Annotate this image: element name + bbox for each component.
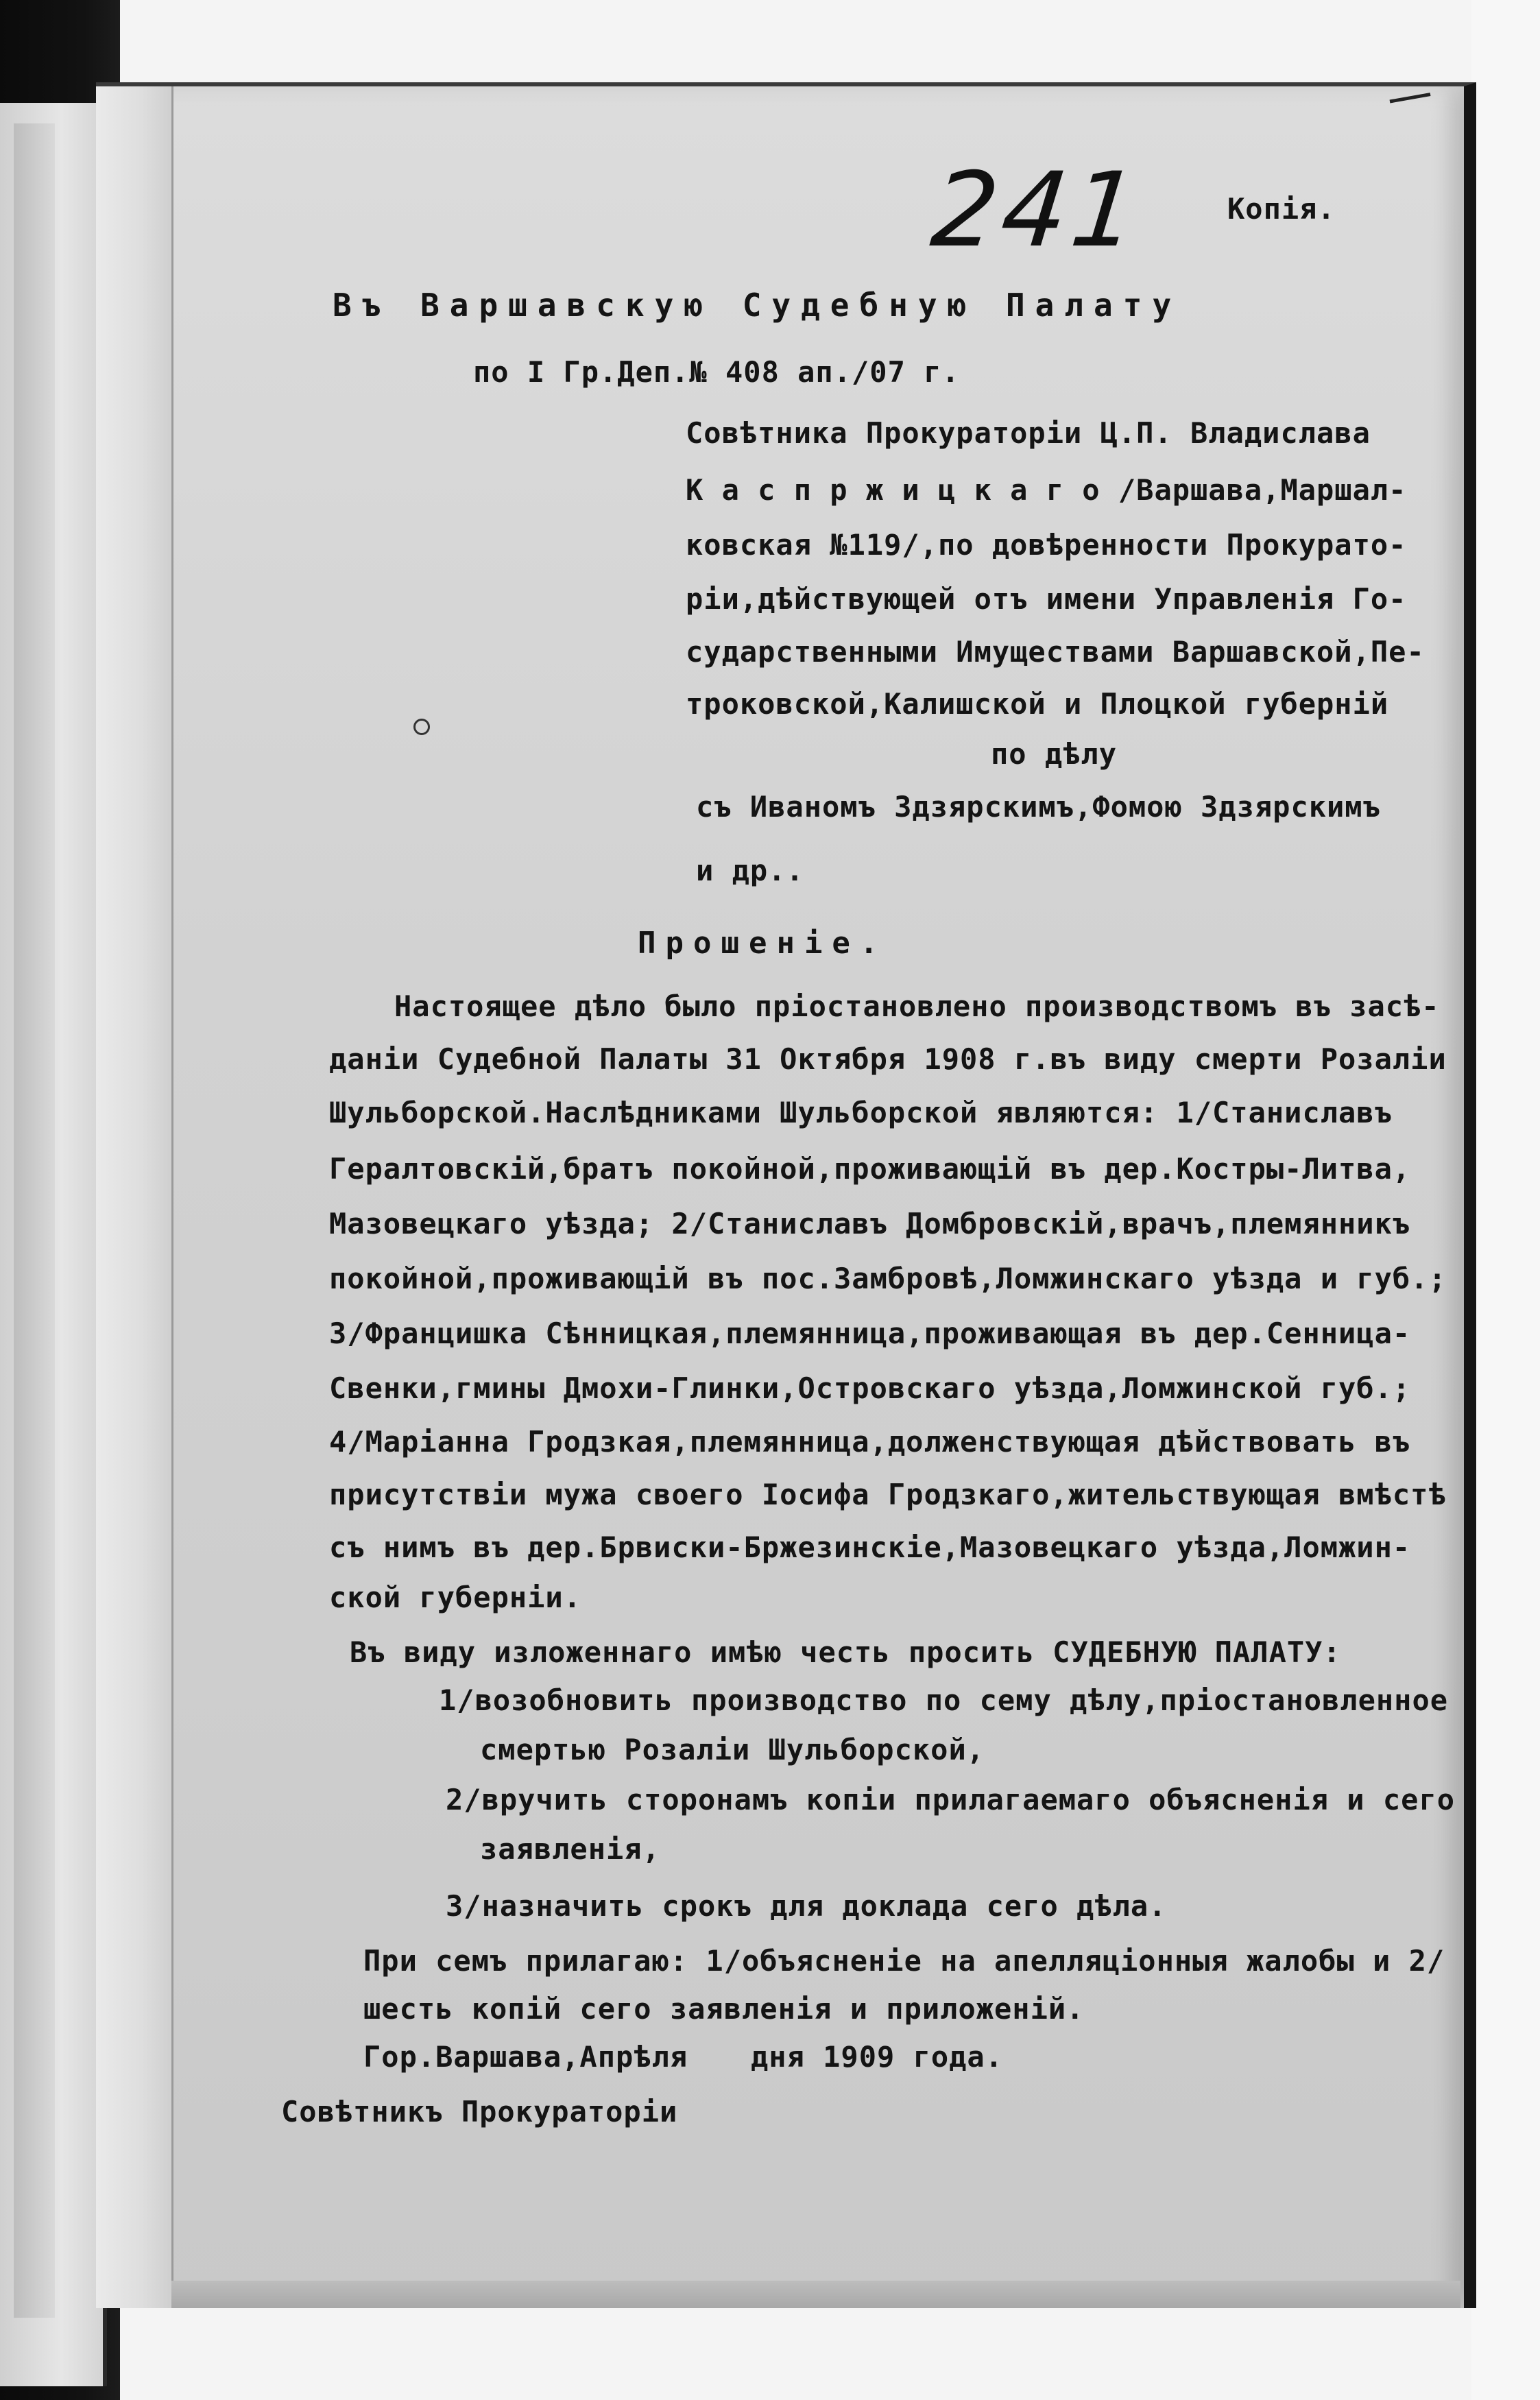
attachments-line: шесть копій сего заявленія и приложеній. [363, 1992, 1085, 2026]
margin-mark [413, 719, 430, 735]
court-heading: Въ Варшавскую Судебную Палату [333, 287, 1182, 324]
petitioner-line: ковская №119/,по довѣренности Прокурато- [686, 528, 1407, 562]
petitioner-line: троковской,Калишской и Плоцкой губерній [686, 687, 1389, 721]
petitioner-line: ріи,дѣйствующей отъ имени Управленія Го- [686, 582, 1407, 616]
request-item: 1/возобновить производство по сему дѣлу,пріостановленное [439, 1683, 1449, 1717]
case-parties-line: съ Иваномъ Здзярскимъ,Фомою Здзярскимъ [696, 790, 1381, 824]
copy-label: Копія. [1227, 192, 1336, 226]
body-line: Свенки,гмины Дмохи-Глинки,Островскаго уѣзда,Ломжинской губ.; [329, 1371, 1411, 1405]
petitioner-line: Совѣтника Прокураторіи Ц.П. Владислава [686, 416, 1371, 450]
petitioner-line: К а с п р ж и ц к а г о /Варшава,Маршал- [686, 473, 1407, 507]
folio-number: 241 [926, 151, 1148, 270]
place-line: Гор.Варшава,Апрѣля [363, 2040, 688, 2074]
request-item: 2/вручить сторонамъ копіи прилагаемаго объясненія и сего [446, 1783, 1456, 1816]
previous-page-shadow [14, 123, 55, 2318]
body-line: даніи Судебной Палаты 31 Октября 1908 г.въ виду смерти Розаліи [329, 1042, 1447, 1076]
sheet-fold [96, 86, 173, 2308]
body-line: 3/Францишка Сѣнницкая,племянница,проживающая въ дер.Сенница- [329, 1317, 1411, 1350]
signature-title: Совѣтникъ Прокураторіи [281, 2095, 678, 2128]
body-line: съ нимъ въ дер.Брвиски-Бржезинскіе,Мазовецкаго уѣзда,Ломжин- [329, 1531, 1411, 1564]
case-label: по дѣлу [991, 737, 1118, 771]
request-item: смертью Розаліи Шульборской, [480, 1733, 985, 1766]
body-line: Гералтовскій,братъ покойной,проживающій въ дер.Костры-Литва, [329, 1152, 1411, 1186]
case-parties-line: и др.. [696, 854, 804, 887]
request-item: 3/назначить срокъ для доклада сего дѣла. [446, 1889, 1167, 1923]
body-line: Шульборской.Наслѣдниками Шульборской являются: 1/Станиславъ [329, 1096, 1393, 1129]
right-margin [1471, 0, 1540, 2400]
body-line: Настоящее дѣло было пріостановлено производствомъ въ засѣ- [394, 989, 1440, 1023]
body-line: 4/Маріанна Гродзкая,племянница,долженствующая дѣйствовать въ [329, 1425, 1411, 1459]
petition-title: Прошеніе. [638, 926, 888, 961]
previous-page-edge [0, 103, 107, 2386]
date-line: дня 1909 года. [751, 2040, 1004, 2074]
case-reference: по I Гр.Деп.№ 408 ап./07 г. [473, 355, 960, 389]
petitioner-line: сударственными Имуществами Варшавской,Пе- [686, 635, 1425, 669]
body-line: покойной,проживающій въ пос.Замбровѣ,Ломжинскаго уѣзда и губ.; [329, 1262, 1447, 1295]
body-line: Мазовецкаго уѣзда; 2/Станиславъ Домбровскій,врачъ,племянникъ [329, 1207, 1411, 1240]
request-item: заявленія, [480, 1832, 660, 1866]
body-line: ской губерніи. [329, 1581, 582, 1614]
request-intro: Въ виду изложеннаго имѣю честь просить СУДЕБНУЮ ПАЛАТУ: [350, 1635, 1341, 1669]
attachments-line: При семъ прилагаю: 1/объясненіе на апелляціонныя жалобы и 2/ [363, 1944, 1445, 1978]
sheet-bottom-edge [171, 2281, 1460, 2308]
body-line: присутствіи мужа своего Іосифа Гродзкаго,жительствующая вмѣстѣ [329, 1478, 1447, 1511]
